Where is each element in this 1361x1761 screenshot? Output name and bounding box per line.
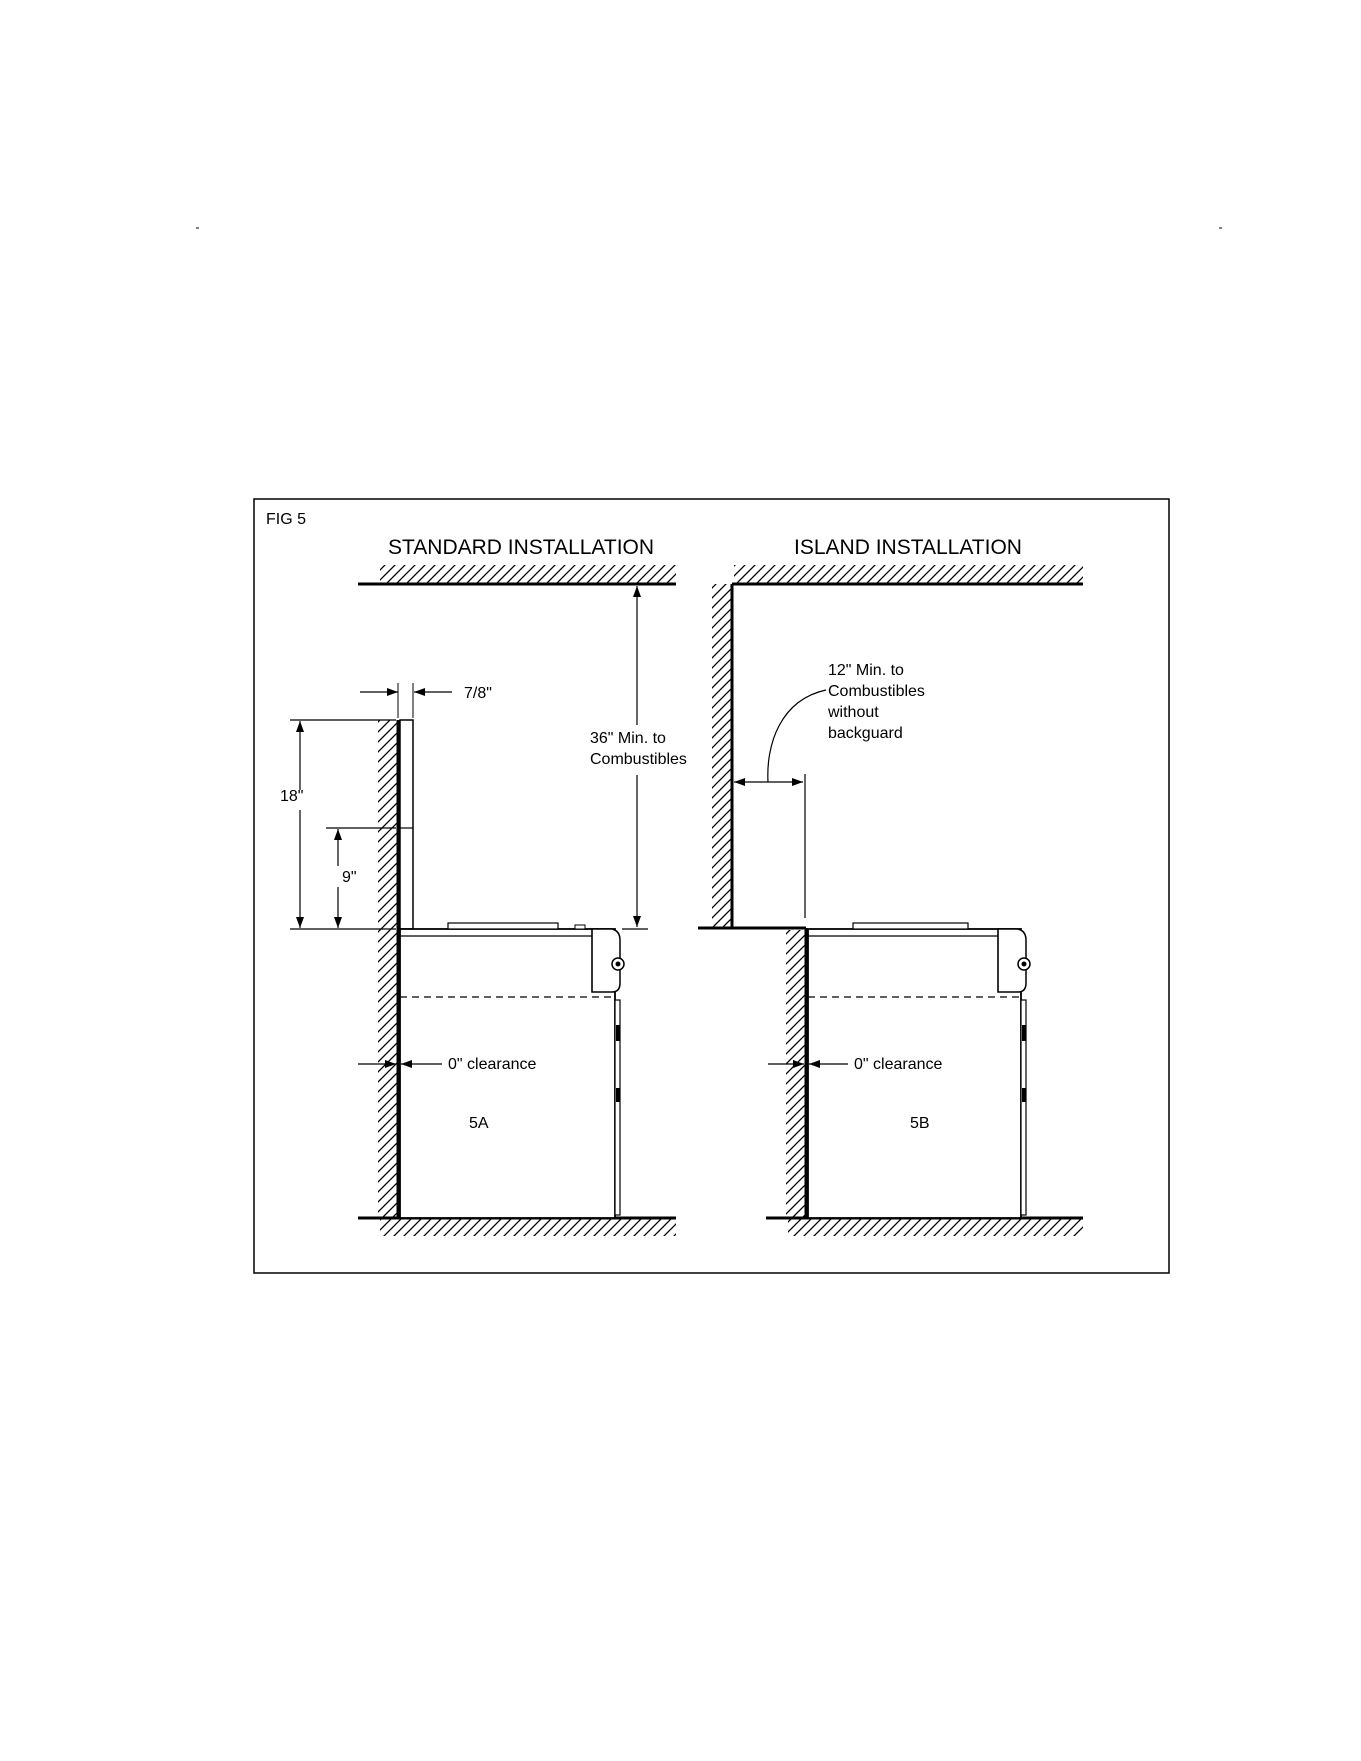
standard-panel-label: 5A [469,1115,489,1132]
standard-side-clearance-label: 0" clearance [448,1056,537,1073]
island-ceiling-hatch [734,565,1083,584]
standard-title: STANDARD INSTALLATION [388,536,655,559]
figure-label: FIG 5 [266,511,307,528]
island-door-handle-lower [1022,1088,1026,1102]
standard-backguard [400,720,413,929]
standard-clearance-36-line2: Combustibles [590,751,687,768]
standard-wall-hatch [378,720,398,1217]
standard-clearance-36-line1: 36" Min. to [590,730,666,747]
standard-installation-panel [280,536,687,1236]
island-side-clearance-label: 0" clearance [854,1056,943,1073]
standard-floor-hatch [380,1218,676,1236]
standard-range-body [400,929,615,1218]
standard-door-handle-lower [616,1088,620,1102]
island-installation-panel [698,536,1083,1236]
standard-burner-grate [448,923,558,929]
standard-backguard-thickness-label: 7/8" [464,685,492,702]
island-lower-wall-hatch [786,930,806,1217]
island-clearance-12-line1: 12" Min. to [828,662,904,679]
standard-control-knob-center [616,962,621,967]
island-clearance-12-line4: backguard [828,725,903,742]
island-title: ISLAND INSTALLATION [794,536,1022,559]
standard-height-18-label: 18" [280,788,304,805]
island-panel-label: 5B [910,1115,930,1132]
island-burner-grate [853,923,968,929]
island-control-knob-center [1022,962,1027,967]
island-upper-wall-hatch [712,584,732,927]
island-clearance-12-line2: Combustibles [828,683,925,700]
island-floor-hatch [788,1218,1083,1236]
island-12-leader [768,690,826,782]
standard-burner-cap [575,925,585,929]
standard-height-9-label: 9" [342,869,357,886]
island-clearance-12-line3: without [828,704,879,721]
standard-ceiling-hatch [380,565,676,584]
standard-door-handle-upper [616,1025,620,1041]
island-range-body [808,929,1021,1218]
island-door-handle-upper [1022,1025,1026,1041]
